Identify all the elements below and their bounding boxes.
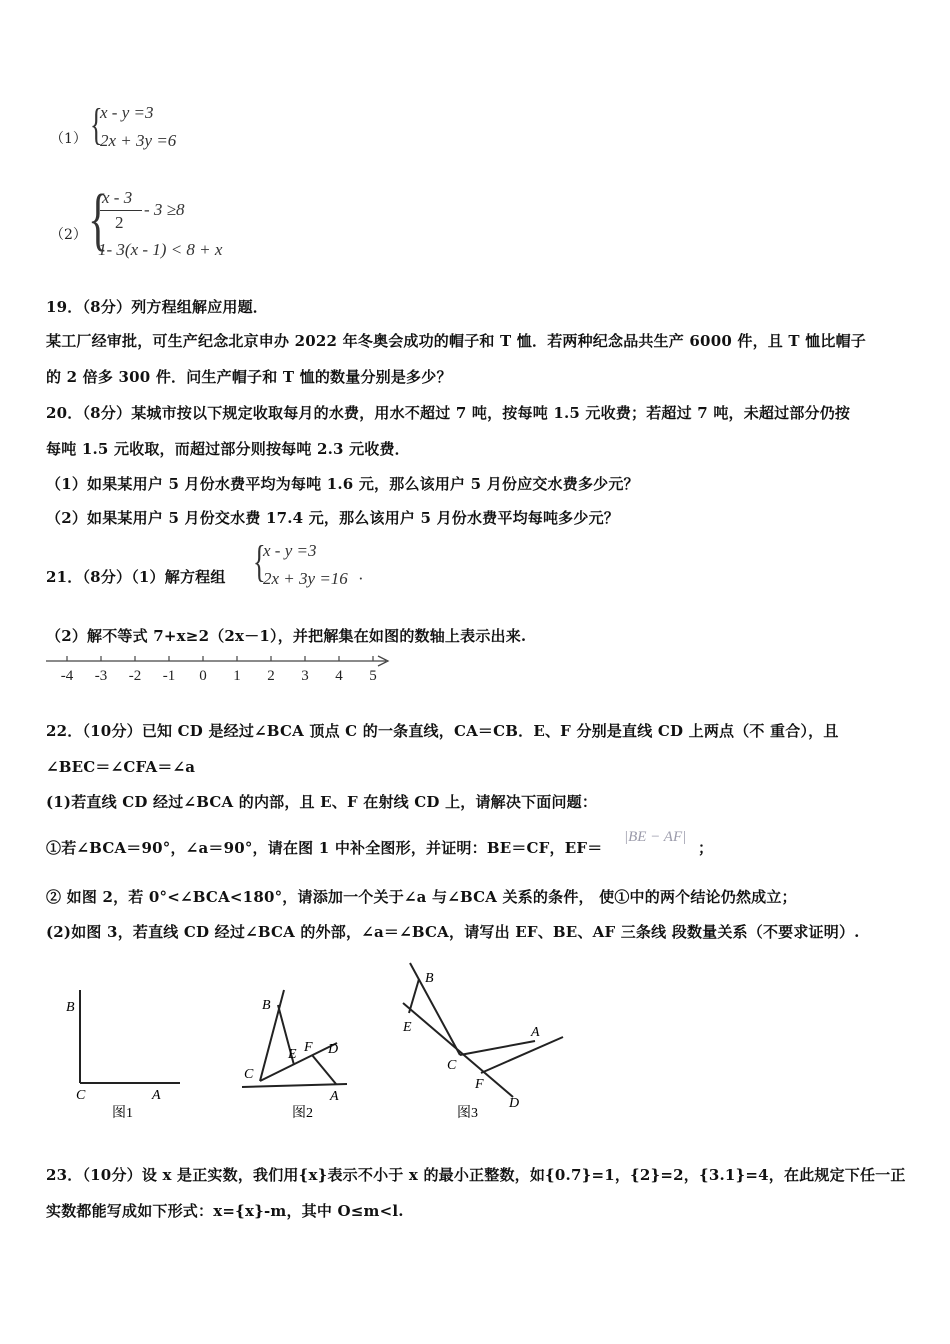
number-line-tick-label: 4 [335,668,343,684]
q21-eq2: 2x + 3y =16 [263,569,348,588]
q20-part2: （2）如果某用户 5 月份交水费 17.4 元，那么该用户 5 月份水费平均每吨多少元？ [46,509,619,527]
fig2-label-b: B [262,998,271,1013]
fig3-segment-cb [410,963,460,1055]
q21-dot: · [358,569,364,588]
p18-part2-numerator: x - 3 [102,188,133,207]
q22-line1: 22．（10分）已知 CD 是经过∠BCA 顶点 C 的一条直线，CA＝CB．E、F 分别是直线 CD 上两点（不 重合），且 [46,722,839,740]
number-line-tick-label: -4 [60,668,74,684]
q20-line2: 每吨 1.5 元收取，而超过部分则按每吨 2.3 元收费． [46,440,410,458]
p18-part2-label: （2） [50,227,87,243]
p18-part2-brace: { [88,181,109,258]
q21-eq1: x - y =3 [263,541,317,560]
fig3-segment-ca [460,1041,535,1055]
fig1-label-c: C [76,1088,86,1103]
number-line-tick-label: -3 [94,668,108,684]
fig3-label-a: A [531,1025,540,1040]
q22-line4-end: ； [698,839,714,857]
number-line-tick-label: 1 [233,668,241,684]
p18-part2-denominator: 2 [115,213,124,232]
q22-line2: ∠BEC＝∠CFA＝∠a [46,758,196,776]
number-line [40,648,400,688]
q22-line6: (2)如图 3，若直线 CD 经过∠BCA 的外部，∠a＝∠BCA，请写出 EF、BE、AF 三条线 段数量关系（不要求证明）. [46,923,860,941]
p18-part2-tail: - 3 ≥8 [144,200,185,219]
figure-3 [395,955,575,1125]
number-line-tick-label: 2 [267,668,275,684]
fig2-segment-fa [312,1055,336,1084]
q23-line2: 实数都能写成如下形式：x={x}-m，其中 O≤m<l. [46,1202,404,1220]
number-line-tick-label: 5 [369,668,377,684]
p18-part2-fraction-bar [100,210,142,211]
fig3-label-c: C [447,1058,457,1073]
q22-line5: ② 如图 2，若 0°<∠BCA<180°，请添加一个关于∠a 与∠BCA 关系的条件， 使①中的两个结论仍然成立； [46,888,797,906]
p18-part1-brace: { [90,100,103,149]
number-line-tick-label: 3 [301,668,309,684]
q19-line2: 某工厂经审批，可生产纪念北京申办 2022 年冬奥会成功的帽子和 T 恤．若两种纪念品共生产 6000 件，且 T 恤比帽子 [46,332,867,350]
q21-part2: （2）解不等式 7+x≥2（2x－1），并把解集在如图的数轴上表示出来. [46,627,527,645]
q22-line3: (1)若直线 CD 经过∠BCA 的内部，且 E、F 在射线 CD 上，请解决下面问题： [46,793,598,811]
figure-2 [232,985,362,1125]
fig3-label-b: B [425,971,434,986]
q19-line3: 的 2 倍多 300 件．问生产帽子和 T 恤的数量分别是多少？ [46,368,452,386]
p18-part1-label: （1） [50,131,87,147]
fig2-label-a: A [330,1089,339,1104]
fig3-segment-fa [481,1037,563,1073]
fig3-line-cd [403,1003,513,1097]
fig1-label-b: B [66,1000,75,1015]
number-line-tick-label: -2 [128,668,142,684]
fig1-label-a: A [152,1088,161,1103]
fig3-label-d: D [509,1096,520,1111]
fig1-caption: 图1 [112,1106,133,1121]
figure-1 [60,985,190,1125]
fig3-segment-be [409,979,419,1013]
q22-line4: ①若∠BCA＝90°，∠a＝90°，请在图 1 中补全图形，并证明：BE＝CF，EF＝ [46,839,603,857]
number-line-tick-label: 0 [199,668,207,684]
number-line-tick-label: -1 [162,668,176,684]
fig2-line-cd [260,1043,337,1081]
p18-part1-eq1: x - y =3 [100,103,154,122]
q20-part1: （1）如果某用户 5 月份水费平均为每吨 1.6 元，那么该用户 5 月份应交水费多少元？ [46,475,639,493]
fig2-label-e: E [288,1047,297,1062]
fig2-label-d: D [328,1042,339,1057]
fig3-caption: 图3 [457,1106,478,1121]
p18-part2-eq2: 1- 3(x - 1) < 8 + x [98,240,223,259]
fig2-caption: 图2 [292,1106,313,1121]
fig2-label-f: F [304,1040,313,1055]
q22-abs-expression: |BE − AF| [624,829,687,845]
fig2-segment-ca [242,1084,347,1087]
q19-line1: 19．（8分）列方程组解应用题． [46,298,269,316]
fig2-label-c: C [244,1067,254,1082]
q23-line1: 23．（10分）设 x 是正实数，我们用{x}表示不小于 x 的最小正整数，如{0.7}=1，{2}=2，{3.1}=4，在此规定下任一正 [46,1166,906,1184]
p18-part1-eq2: 2x + 3y =6 [100,131,177,150]
q21-brace: { [253,537,266,586]
fig3-label-f: F [475,1077,484,1092]
fig3-label-e: E [403,1020,412,1035]
q21-prefix: 21．（8分）（1）解方程组 [46,568,226,586]
q20-line1: 20．（8分）某城市按以下规定收取每月的水费，用水不超过 7 吨，按每吨 1.5 元收费；若超过 7 吨，未超过部分仍按 [46,404,851,422]
